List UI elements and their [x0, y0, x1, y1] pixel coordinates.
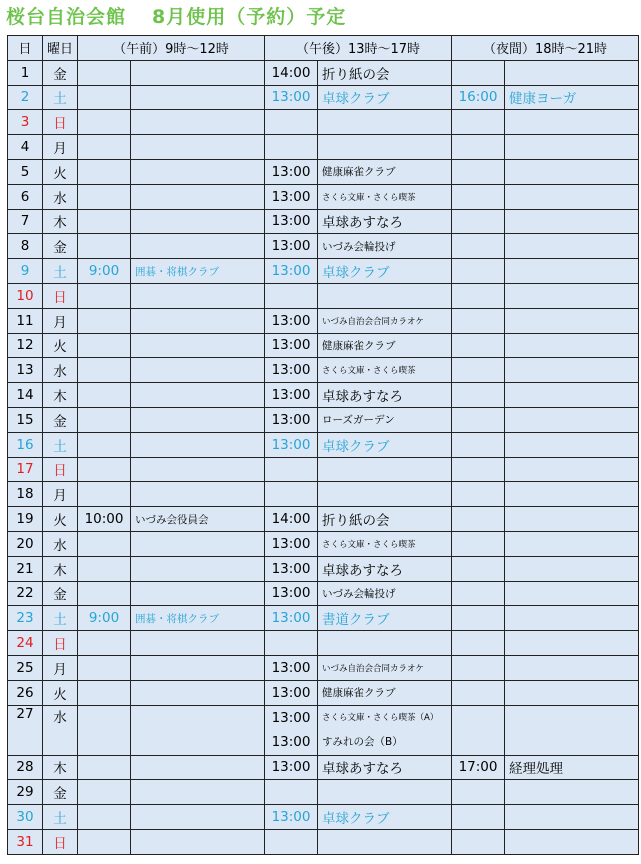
- day-cell: 22: [8, 581, 43, 606]
- weekday-cell: 金: [43, 407, 78, 432]
- weekday-cell: 土: [43, 85, 78, 110]
- weekday-cell: 火: [43, 333, 78, 358]
- morning-event: [131, 234, 265, 259]
- weekday-cell: 日: [43, 829, 78, 854]
- afternoon-time: 13:00: [265, 383, 318, 408]
- table-row: [8, 159, 639, 184]
- morning-event: [131, 209, 265, 234]
- evening-event: [505, 457, 639, 482]
- day-cell: 24: [8, 631, 43, 656]
- morning-time: [78, 383, 131, 408]
- table-row: [8, 135, 639, 160]
- weekday-cell: 水: [43, 184, 78, 209]
- afternoon-time: 13:00: [265, 680, 318, 705]
- morning-time: [78, 308, 131, 333]
- afternoon-time: [265, 705, 318, 755]
- evening-event: [505, 283, 639, 308]
- morning-time: [78, 829, 131, 854]
- day-cell: 6: [8, 184, 43, 209]
- afternoon-time: 13:00: [265, 755, 318, 780]
- day-cell: 19: [8, 507, 43, 532]
- evening-event: [505, 829, 639, 854]
- weekday-cell: 土: [43, 805, 78, 830]
- evening-event: [505, 655, 639, 680]
- morning-event: [131, 531, 265, 556]
- evening-time: [452, 805, 505, 830]
- day-cell: 28: [8, 755, 43, 780]
- afternoon-event: [318, 110, 452, 135]
- day-cell: 14: [8, 383, 43, 408]
- day-cell: 23: [8, 606, 43, 631]
- morning-event: [131, 556, 265, 581]
- weekday-cell: 火: [43, 507, 78, 532]
- morning-time: [78, 755, 131, 780]
- day-cell: 27: [8, 705, 43, 755]
- evening-event: [505, 184, 639, 209]
- day-cell: 9: [8, 259, 43, 284]
- evening-event: [505, 780, 639, 805]
- evening-time: [452, 259, 505, 284]
- afternoon-time: 13:00: [265, 407, 318, 432]
- evening-event: [505, 482, 639, 507]
- table-row: [8, 482, 639, 507]
- afternoon-event: 卓球あすなろ: [318, 755, 452, 780]
- day-cell: 25: [8, 655, 43, 680]
- evening-time: [452, 358, 505, 383]
- weekday-cell: 土: [43, 259, 78, 284]
- afternoon-time: [265, 780, 318, 805]
- evening-time: [452, 655, 505, 680]
- afternoon-time: 13:00: [265, 159, 318, 184]
- afternoon-event: いづみ会輪投げ: [318, 581, 452, 606]
- schedule-body: [8, 60, 639, 854]
- afternoon-event: 卓球あすなろ: [318, 556, 452, 581]
- afternoon-event: さくら文庫・さくら喫茶: [318, 184, 452, 209]
- afternoon-event: 折り紙の会: [318, 507, 452, 532]
- morning-time: [78, 705, 131, 755]
- weekday-cell: 水: [43, 705, 78, 755]
- header-evening: （夜間）18時～21時: [452, 36, 639, 61]
- morning-event: [131, 383, 265, 408]
- weekday-cell: 土: [43, 432, 78, 457]
- evening-time: [452, 780, 505, 805]
- afternoon-event: 卓球クラブ: [318, 85, 452, 110]
- day-cell: 29: [8, 780, 43, 805]
- evening-time: [452, 507, 505, 532]
- afternoon-time-entry: 13:00: [271, 734, 311, 751]
- table-row: [8, 308, 639, 333]
- morning-event: [131, 333, 265, 358]
- day-cell: 13: [8, 358, 43, 383]
- afternoon-event: 健康麻雀クラブ: [318, 159, 452, 184]
- afternoon-event: [318, 829, 452, 854]
- afternoon-event: [318, 283, 452, 308]
- evening-time: [452, 631, 505, 656]
- hall-name: 桜台自治会館: [6, 6, 127, 28]
- table-row: [8, 407, 639, 432]
- weekday-cell: 金: [43, 780, 78, 805]
- day-cell: 1: [8, 60, 43, 85]
- morning-time: 9:00: [78, 606, 131, 631]
- morning-event: [131, 85, 265, 110]
- day-cell: 26: [8, 680, 43, 705]
- evening-event: [505, 135, 639, 160]
- evening-time: [452, 829, 505, 854]
- afternoon-time: 13:00: [265, 581, 318, 606]
- weekday-cell: 火: [43, 680, 78, 705]
- afternoon-event: 健康麻雀クラブ: [318, 680, 452, 705]
- table-row: [8, 110, 639, 135]
- weekday-cell: 木: [43, 383, 78, 408]
- table-row: [8, 531, 639, 556]
- afternoon-event: [318, 482, 452, 507]
- table-row: [8, 432, 639, 457]
- afternoon-time: 13:00: [265, 259, 318, 284]
- weekday-cell: 水: [43, 531, 78, 556]
- evening-time: [452, 606, 505, 631]
- afternoon-time: [265, 135, 318, 160]
- evening-time: [452, 581, 505, 606]
- afternoon-time: [265, 631, 318, 656]
- afternoon-time: [265, 110, 318, 135]
- morning-time: [78, 631, 131, 656]
- morning-event: [131, 755, 265, 780]
- evening-time: [452, 135, 505, 160]
- morning-time: 9:00: [78, 259, 131, 284]
- afternoon-event: 卓球クラブ: [318, 432, 452, 457]
- morning-event: [131, 407, 265, 432]
- table-row: [8, 631, 639, 656]
- header-day: 日: [8, 36, 43, 61]
- schedule-subtitle: 8月使用（予約）予定: [152, 6, 347, 28]
- table-row: [8, 383, 639, 408]
- table-row: [8, 556, 639, 581]
- afternoon-time: 14:00: [265, 507, 318, 532]
- afternoon-time: 13:00: [265, 209, 318, 234]
- table-row: [8, 780, 639, 805]
- afternoon-time: 13:00: [265, 85, 318, 110]
- afternoon-event: 卓球あすなろ: [318, 209, 452, 234]
- weekday-cell: 金: [43, 60, 78, 85]
- afternoon-event: さくら文庫・さくら喫茶: [318, 358, 452, 383]
- day-cell: 11: [8, 308, 43, 333]
- weekday-cell: 月: [43, 135, 78, 160]
- table-row: [8, 259, 639, 284]
- morning-time: [78, 110, 131, 135]
- evening-time: [452, 457, 505, 482]
- evening-event: [505, 333, 639, 358]
- header-morning: （午前）9時～12時: [78, 36, 265, 61]
- weekday-cell: 金: [43, 581, 78, 606]
- afternoon-event: 折り紙の会: [318, 60, 452, 85]
- table-row: [8, 234, 639, 259]
- evening-time: 16:00: [452, 85, 505, 110]
- morning-event: [131, 829, 265, 854]
- afternoon-event: いづみ自治会合同カラオケ: [318, 308, 452, 333]
- evening-time: [452, 184, 505, 209]
- day-cell: 21: [8, 556, 43, 581]
- evening-event: [505, 805, 639, 830]
- day-cell: 12: [8, 333, 43, 358]
- morning-event: [131, 135, 265, 160]
- morning-time: [78, 457, 131, 482]
- morning-time: [78, 209, 131, 234]
- evening-event: [505, 606, 639, 631]
- morning-event: [131, 780, 265, 805]
- afternoon-event-entry: さくら文庫・さくら喫茶（A）: [322, 712, 439, 723]
- table-row: [8, 705, 639, 755]
- weekday-cell: 日: [43, 457, 78, 482]
- day-cell: 30: [8, 805, 43, 830]
- table-row: [8, 358, 639, 383]
- morning-event: [131, 358, 265, 383]
- morning-time: [78, 159, 131, 184]
- evening-event: [505, 259, 639, 284]
- morning-event: [131, 482, 265, 507]
- morning-time: [78, 805, 131, 830]
- evening-event: [505, 383, 639, 408]
- morning-event: [131, 308, 265, 333]
- afternoon-event: 書道クラブ: [318, 606, 452, 631]
- morning-event: [131, 631, 265, 656]
- weekday-cell: 土: [43, 606, 78, 631]
- weekday-cell: 水: [43, 358, 78, 383]
- evening-event: [505, 531, 639, 556]
- table-row: [8, 829, 639, 854]
- weekday-cell: 金: [43, 234, 78, 259]
- morning-event: [131, 283, 265, 308]
- afternoon-time: 13:00: [265, 308, 318, 333]
- afternoon-event: [318, 705, 452, 755]
- afternoon-event: [318, 457, 452, 482]
- morning-event: [131, 680, 265, 705]
- evening-event: 経理処理: [505, 755, 639, 780]
- weekday-cell: 日: [43, 631, 78, 656]
- afternoon-event: いづみ会輪投げ: [318, 234, 452, 259]
- day-cell: 17: [8, 457, 43, 482]
- table-row: [8, 655, 639, 680]
- afternoon-event: [318, 780, 452, 805]
- table-row: [8, 209, 639, 234]
- table-row: [8, 755, 639, 780]
- evening-time: [452, 209, 505, 234]
- afternoon-time: 13:00: [265, 184, 318, 209]
- morning-event: [131, 184, 265, 209]
- table-row: [8, 581, 639, 606]
- afternoon-event: 健康麻雀クラブ: [318, 333, 452, 358]
- evening-event: [505, 631, 639, 656]
- afternoon-event: ローズガーデン: [318, 407, 452, 432]
- weekday-cell: 月: [43, 655, 78, 680]
- morning-time: [78, 283, 131, 308]
- morning-time: 10:00: [78, 507, 131, 532]
- afternoon-time: 13:00: [265, 805, 318, 830]
- day-cell: 2: [8, 85, 43, 110]
- weekday-cell: 月: [43, 482, 78, 507]
- weekday-cell: 木: [43, 556, 78, 581]
- afternoon-time: [265, 482, 318, 507]
- afternoon-event-entry: すみれの会（B）: [322, 736, 403, 749]
- morning-event: 囲碁・将棋クラブ: [131, 259, 265, 284]
- weekday-cell: 日: [43, 283, 78, 308]
- evening-event: [505, 680, 639, 705]
- morning-time: [78, 482, 131, 507]
- day-cell: 5: [8, 159, 43, 184]
- day-cell: 18: [8, 482, 43, 507]
- afternoon-time: 13:00: [265, 432, 318, 457]
- day-cell: 7: [8, 209, 43, 234]
- header-afternoon: （午後）13時～17時: [265, 36, 452, 61]
- evening-event: [505, 234, 639, 259]
- morning-time: [78, 407, 131, 432]
- afternoon-event: さくら文庫・さくら喫茶: [318, 531, 452, 556]
- schedule-table: [7, 35, 639, 855]
- morning-event: [131, 110, 265, 135]
- evening-time: [452, 407, 505, 432]
- morning-time: [78, 780, 131, 805]
- afternoon-event: 卓球クラブ: [318, 805, 452, 830]
- afternoon-time: 13:00: [265, 655, 318, 680]
- evening-time: [452, 482, 505, 507]
- afternoon-time: 13:00: [265, 333, 318, 358]
- header-weekday: 曜日: [43, 36, 78, 61]
- evening-event: [505, 358, 639, 383]
- evening-event: [505, 407, 639, 432]
- evening-event: [505, 60, 639, 85]
- afternoon-time: 13:00: [265, 531, 318, 556]
- day-cell: 31: [8, 829, 43, 854]
- evening-event: [505, 209, 639, 234]
- table-row: [8, 457, 639, 482]
- morning-time: [78, 556, 131, 581]
- afternoon-time: [265, 457, 318, 482]
- evening-time: [452, 308, 505, 333]
- morning-time: [78, 432, 131, 457]
- morning-event: [131, 60, 265, 85]
- morning-time: [78, 358, 131, 383]
- evening-time: [452, 60, 505, 85]
- table-row: [8, 60, 639, 85]
- morning-time: [78, 680, 131, 705]
- evening-event: [505, 705, 639, 755]
- afternoon-event: 卓球クラブ: [318, 259, 452, 284]
- evening-event: [505, 308, 639, 333]
- evening-time: [452, 333, 505, 358]
- morning-event: [131, 655, 265, 680]
- morning-event: [131, 705, 265, 755]
- table-row: [8, 333, 639, 358]
- day-cell: 15: [8, 407, 43, 432]
- evening-event: [505, 556, 639, 581]
- morning-time: [78, 581, 131, 606]
- morning-event: [131, 432, 265, 457]
- morning-event: いづみ会役員会: [131, 507, 265, 532]
- morning-time: [78, 234, 131, 259]
- day-cell: 16: [8, 432, 43, 457]
- table-row: [8, 805, 639, 830]
- evening-time: [452, 234, 505, 259]
- afternoon-time: [265, 283, 318, 308]
- afternoon-time: 14:00: [265, 60, 318, 85]
- evening-event: [505, 432, 639, 457]
- morning-time: [78, 135, 131, 160]
- table-row: [8, 283, 639, 308]
- evening-event: [505, 507, 639, 532]
- weekday-cell: 木: [43, 209, 78, 234]
- day-cell: 8: [8, 234, 43, 259]
- afternoon-event: [318, 135, 452, 160]
- day-cell: 4: [8, 135, 43, 160]
- weekday-cell: 日: [43, 110, 78, 135]
- weekday-cell: 月: [43, 308, 78, 333]
- day-cell: 10: [8, 283, 43, 308]
- afternoon-time: 13:00: [265, 234, 318, 259]
- table-row: [8, 85, 639, 110]
- evening-time: [452, 432, 505, 457]
- morning-time: [78, 655, 131, 680]
- evening-time: [452, 283, 505, 308]
- table-row: [8, 606, 639, 631]
- afternoon-time: 13:00: [265, 358, 318, 383]
- evening-time: [452, 531, 505, 556]
- morning-time: [78, 333, 131, 358]
- evening-time: 17:00: [452, 755, 505, 780]
- weekday-cell: 木: [43, 755, 78, 780]
- evening-event: [505, 110, 639, 135]
- evening-event: 健康ヨーガ: [505, 85, 639, 110]
- morning-event: 囲碁・将棋クラブ: [131, 606, 265, 631]
- evening-time: [452, 556, 505, 581]
- page-title: [6, 2, 346, 32]
- morning-time: [78, 85, 131, 110]
- evening-event: [505, 581, 639, 606]
- day-cell: 20: [8, 531, 43, 556]
- evening-time: [452, 159, 505, 184]
- morning-event: [131, 159, 265, 184]
- day-cell: 3: [8, 110, 43, 135]
- morning-time: [78, 184, 131, 209]
- morning-time: [78, 531, 131, 556]
- afternoon-time-entry: 13:00: [271, 709, 311, 726]
- table-row: [8, 680, 639, 705]
- header-row: [8, 36, 639, 61]
- afternoon-event: いづみ自治会合同カラオケ: [318, 655, 452, 680]
- afternoon-event: 卓球あすなろ: [318, 383, 452, 408]
- morning-event: [131, 581, 265, 606]
- weekday-cell: 火: [43, 159, 78, 184]
- table-row: [8, 184, 639, 209]
- morning-time: [78, 60, 131, 85]
- morning-event: [131, 457, 265, 482]
- afternoon-time: [265, 829, 318, 854]
- evening-time: [452, 705, 505, 755]
- afternoon-event: [318, 631, 452, 656]
- evening-time: [452, 680, 505, 705]
- afternoon-time: 13:00: [265, 556, 318, 581]
- afternoon-time: 13:00: [265, 606, 318, 631]
- evening-event: [505, 159, 639, 184]
- evening-time: [452, 110, 505, 135]
- morning-event: [131, 805, 265, 830]
- evening-time: [452, 383, 505, 408]
- table-row: [8, 507, 639, 532]
